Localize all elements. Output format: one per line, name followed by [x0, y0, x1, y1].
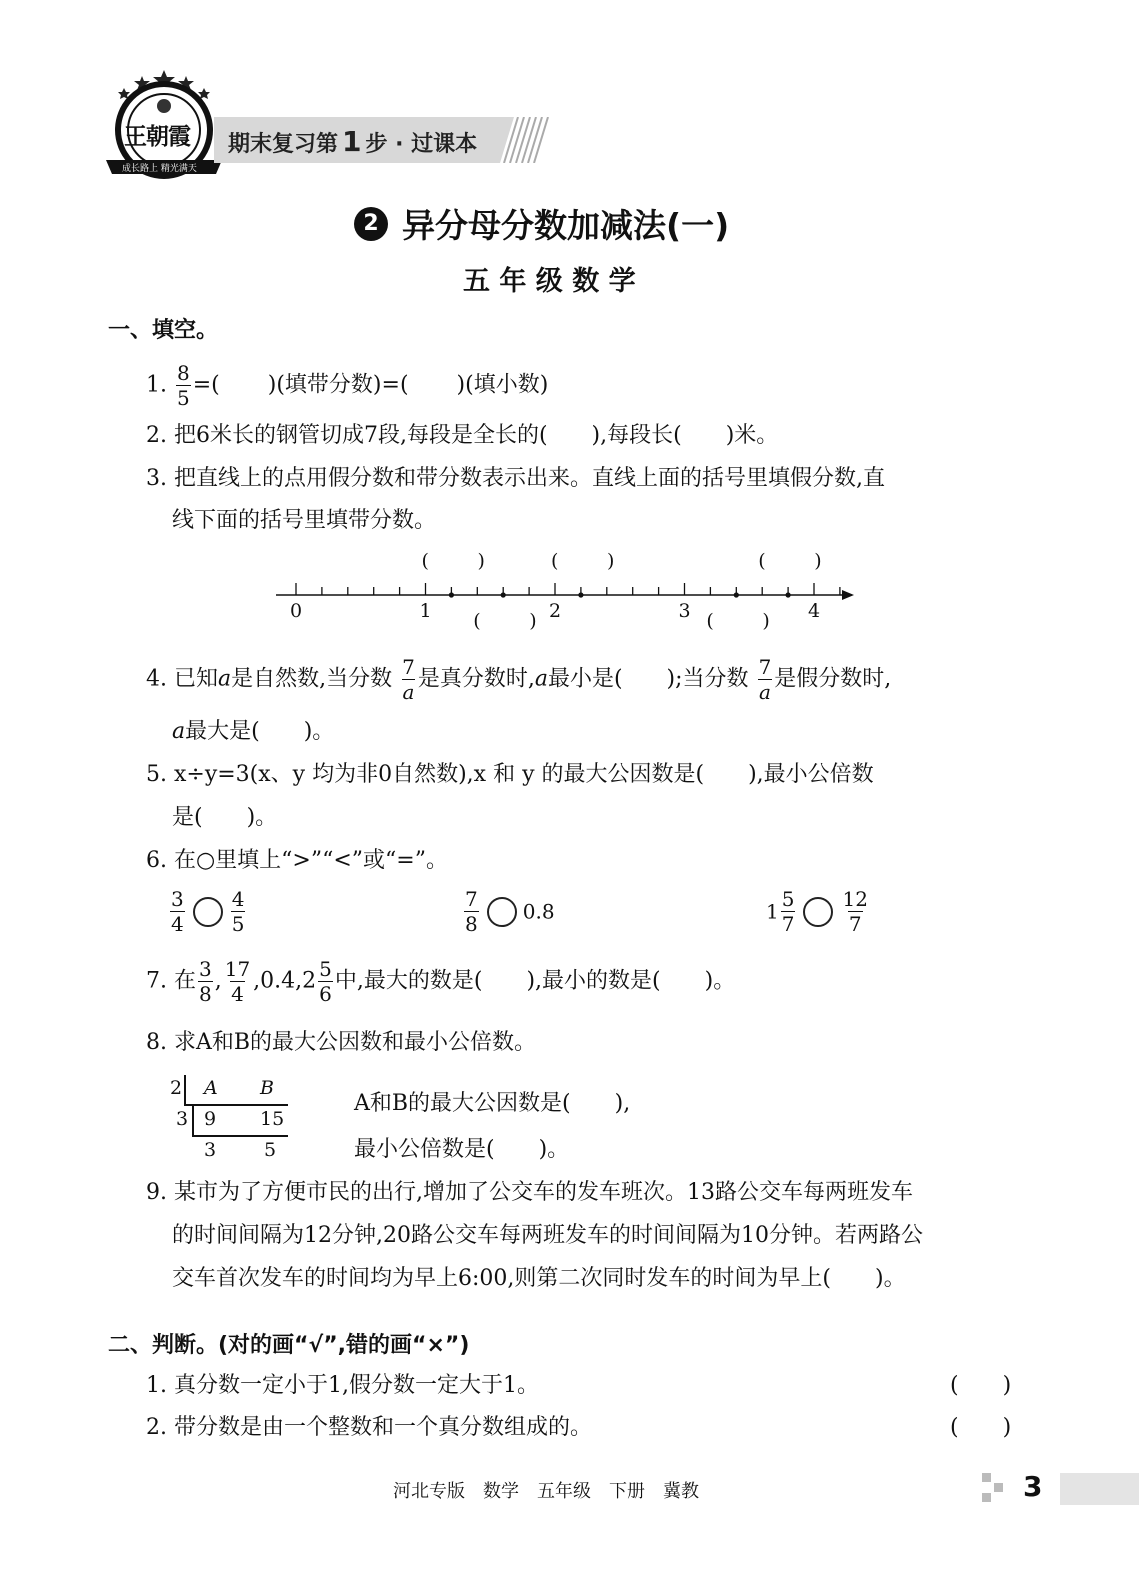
section-2-heading: 二、判断。(对的画“√”,错的画“×”) — [108, 1333, 470, 1358]
point-dot — [449, 592, 454, 597]
compare-circle[interactable] — [193, 897, 223, 927]
footer-decor — [982, 1473, 1022, 1503]
q1-fraction: $\frac{8}{5}$ — [177, 361, 190, 410]
answer-paren-close: ) — [529, 610, 537, 632]
logo-name: 王朝霞 — [124, 124, 190, 150]
q8-answer-2: 最小公倍数是( )。 — [354, 1137, 570, 1162]
answer-paren-open: ( — [421, 550, 429, 572]
publisher-logo — [100, 68, 228, 186]
banner-step-number: 1 — [342, 125, 362, 158]
question-9-line-3: 交车首次发车的时间均为早上6:00,则第二次同时发车的时间为早上( )。 — [172, 1266, 906, 1291]
question-3-line-1: 3. 把直线上的点用假分数和带分数表示出来。直线上面的括号里填假分数,直 — [146, 466, 885, 491]
answer-paren-close: ) — [762, 610, 770, 632]
header-banner — [214, 117, 554, 163]
point-dot — [786, 592, 791, 597]
question-1: 1. $\frac{8}{5}$ =( )(填带分数)=( )(填小数) — [146, 361, 549, 410]
tick-label: 2 — [549, 600, 562, 622]
point-dot — [578, 592, 583, 597]
answer-paren-open: ( — [758, 550, 766, 572]
q8-answer-1: A和B的最大公因数是( ), — [354, 1091, 631, 1116]
answer-paren-open: ( — [473, 610, 481, 632]
title-text: 异分母分数加减法(一) — [402, 206, 730, 245]
question-6: 6. 在○里填上“>”“<”或“=”。 — [146, 848, 448, 873]
banner-prefix: 期末复习第 — [228, 132, 339, 157]
question-8: 8. 求A和B的最大公因数和最小公倍数。 — [146, 1030, 537, 1055]
question-7: 7. 在 $\frac{3}{8}$ , $\frac{17}{4}$ ,0.4,2 $\frac{5}{6}$ 中,最大的数是( ),最小的数是( )。 — [146, 957, 736, 1006]
number-line — [270, 545, 870, 640]
judge-item-1-paren[interactable]: ( ) — [950, 1373, 1012, 1398]
point-dot — [501, 592, 506, 597]
question-4-line-2: a最大是( )。 — [172, 719, 335, 744]
compare-circle[interactable] — [487, 897, 517, 927]
answer-paren-open: ( — [551, 550, 559, 572]
tick-label: 1 — [419, 600, 432, 622]
question-3-line-2: 线下面的括号里填带分数。 — [172, 508, 437, 533]
q1-number: 1. — [146, 372, 167, 398]
short-division: 2 3 A B 9 15 3 5 — [168, 1075, 298, 1165]
footer-text: 河北专版 数学 五年级 下册 冀教 — [393, 1481, 699, 1502]
tick-label: 4 — [808, 600, 821, 622]
judge-item-2: 2. 带分数是由一个整数和一个真分数组成的。 — [146, 1415, 592, 1440]
question-5-line-1: 5. x÷y=3(x、y 均为非0自然数),x 和 y 的最大公因数是( ),最小公倍数 — [146, 762, 874, 787]
point-dot — [734, 592, 739, 597]
question-4: 4. 已知a是自然数,当分数 $\frac{7}{a}$ 是真分数时,a最小是( );当分数 $\frac{7}{a}$ 是假分数时, — [146, 655, 892, 704]
question-5-line-2: 是( )。 — [172, 805, 278, 830]
answer-paren-close: ) — [477, 550, 485, 572]
section-1-heading: 一、填空。 — [108, 318, 219, 343]
judge-item-1: 1. 真分数一定小于1,假分数一定大于1。 — [146, 1373, 539, 1398]
title-number-badge: 2 — [354, 207, 388, 241]
tick-label: 0 — [290, 600, 303, 622]
page-title — [354, 200, 729, 247]
page-subtitle: 五 年 级 数 学 — [463, 266, 636, 297]
judge-item-2-paren[interactable]: ( ) — [950, 1415, 1012, 1440]
answer-paren-close: ) — [607, 550, 615, 572]
q6-compare-3: 1 $\frac{5}{7}$ $\frac{12}{7}$ — [766, 887, 868, 936]
answer-paren-close: ) — [814, 550, 822, 572]
q6-compare-2: $\frac{7}{8}$ 0.8 — [465, 887, 555, 936]
answer-paren-open: ( — [706, 610, 714, 632]
banner-text — [228, 125, 477, 158]
compare-circle[interactable] — [803, 897, 833, 927]
q4-fraction-1: $\frac{7}{a}$ — [402, 655, 415, 704]
question-9-line-1: 9. 某市为了方便市民的出行,增加了公交车的发车班次。13路公交车每两班发车 — [146, 1180, 913, 1205]
banner-suffix: 步 · 过课本 — [365, 132, 478, 157]
page-number: 3 — [1023, 1470, 1043, 1503]
question-2: 2. 把6米长的钢管切成7段,每段是全长的( ),每段长( )米。 — [146, 423, 779, 448]
tick-label: 3 — [678, 600, 691, 622]
q6-compare-1: $\frac{3}{4}$ $\frac{4}{5}$ — [171, 887, 245, 936]
footer-bar — [1060, 1473, 1139, 1505]
q4-fraction-2: $\frac{7}{a}$ — [758, 655, 772, 704]
question-9-line-2: 的时间间隔为12分钟,20路公交车每两班发车的时间间隔为10分钟。若两路公 — [172, 1223, 923, 1248]
logo-tagline: 成长路上 精光满天 — [122, 164, 197, 174]
